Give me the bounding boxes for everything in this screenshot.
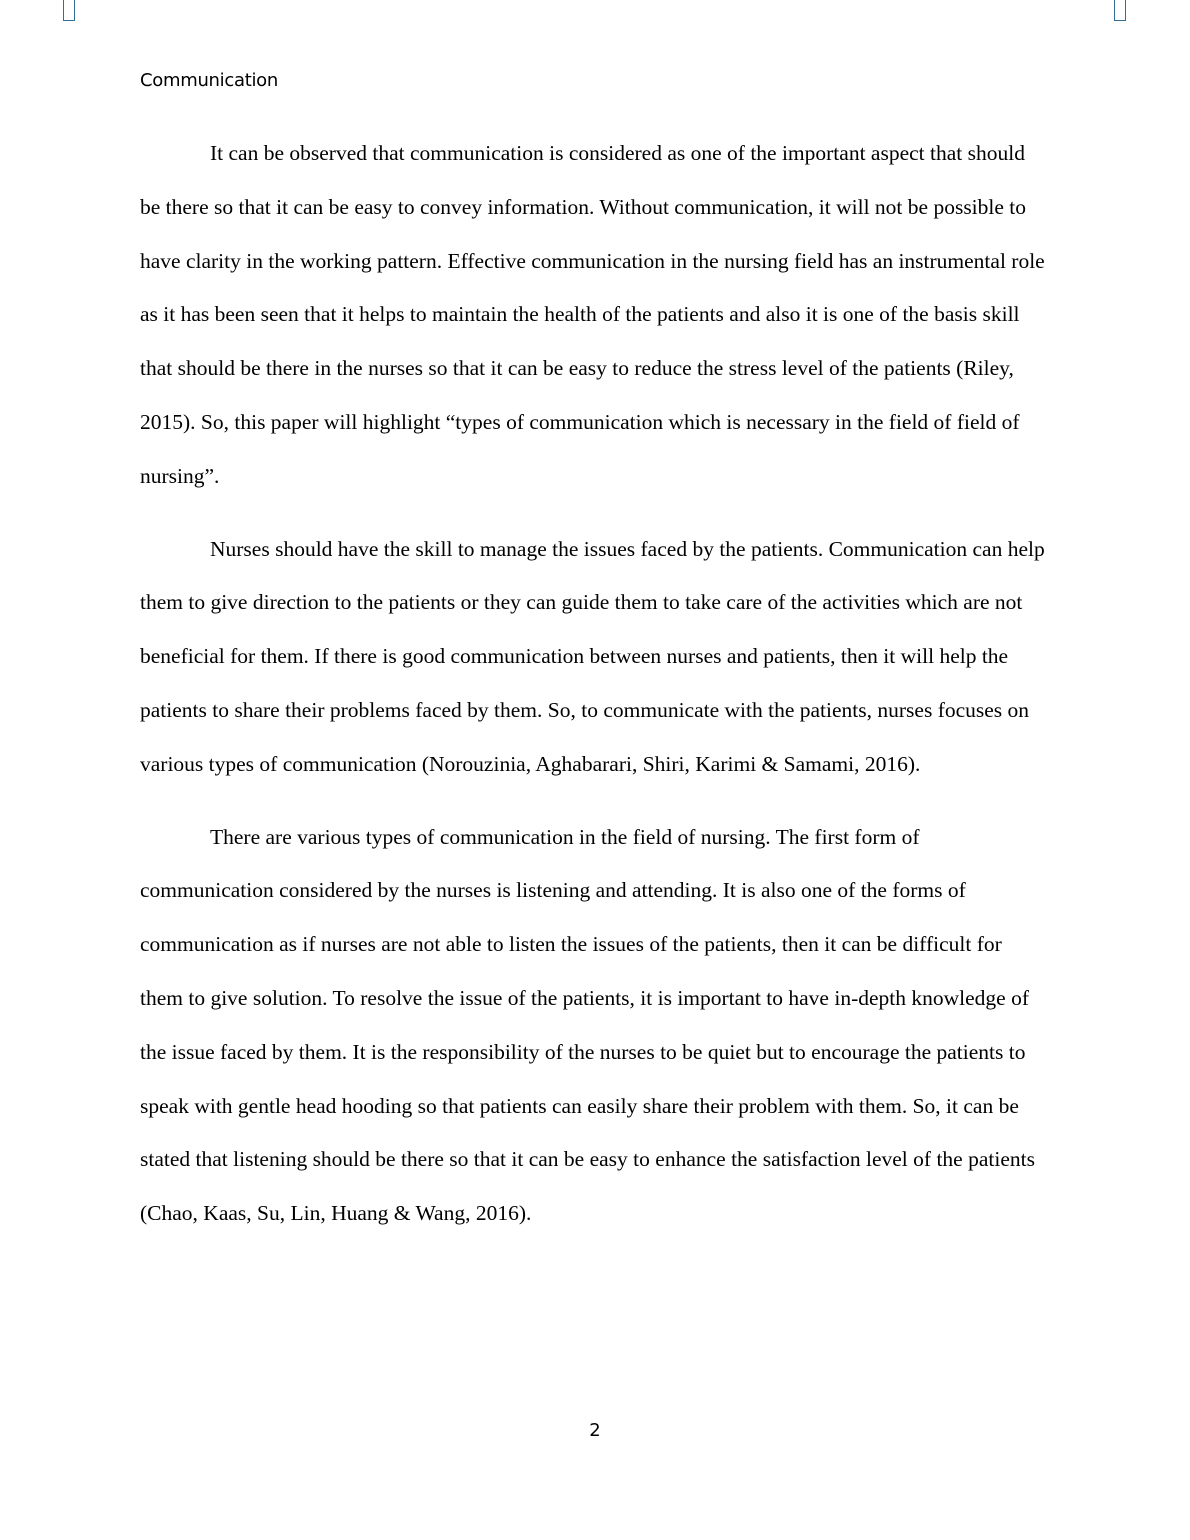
paragraph-2: Nurses should have the skill to manage the issues faced by the patients. Communication can help them to give direction to the patients or they can guide them to take care of the activities which are not beneficial for them. If there is good communication between nurses and patients, then it will help the patients to share their problems faced by them. So, to communicate with the patients, nurses focuses on various types of communication (Norouzinia, Aghabarari, Shiri, Karimi & Samami, 2016). bbox=[140, 536, 1045, 776]
paragraph-3: There are various types of communication in the field of nursing. The first form of communication considered by the nurses is listening and attending. It is also one of the forms of communication as if nurses are not able to listen the issues of the patients, then it can be difficult for them to give solution. To resolve the issue of the patients, it is important to have in-depth knowledge of the issue faced by them. It is the responsibility of the nurses to be quiet but to encourage the patients to speak with gentle head hooding so that patients can easily share their problem with them. So, it can be stated that listening should be there so that it can be easy to enhance the satisfaction level of the patients (Chao, Kaas, Su, Lin, Huang & Wang, 2016). bbox=[140, 824, 1035, 1226]
page-number: 2 bbox=[589, 1420, 601, 1441]
running-head: Communication bbox=[140, 70, 278, 91]
text-boundary-corner-right bbox=[1114, 0, 1126, 21]
text-boundary-corner-left bbox=[63, 0, 75, 21]
paragraph-1: It can be observed that communication is considered as one of the important aspect that should be there so that it can be easy to convey information. Without communication, it will not be possible to have clarity in the working pattern. Effective communication in the nursing field has an instrumental role as it has been seen that it helps to maintain the health of the patients and also it is one of the basis skill that should be there in the nurses so that it can be easy to reduce the stress level of the patients (Riley, 2015). So, this paper will highlight “types of communication which is necessary in the field of field of nursing”. bbox=[140, 141, 1045, 488]
body-text bbox=[140, 127, 1050, 1260]
